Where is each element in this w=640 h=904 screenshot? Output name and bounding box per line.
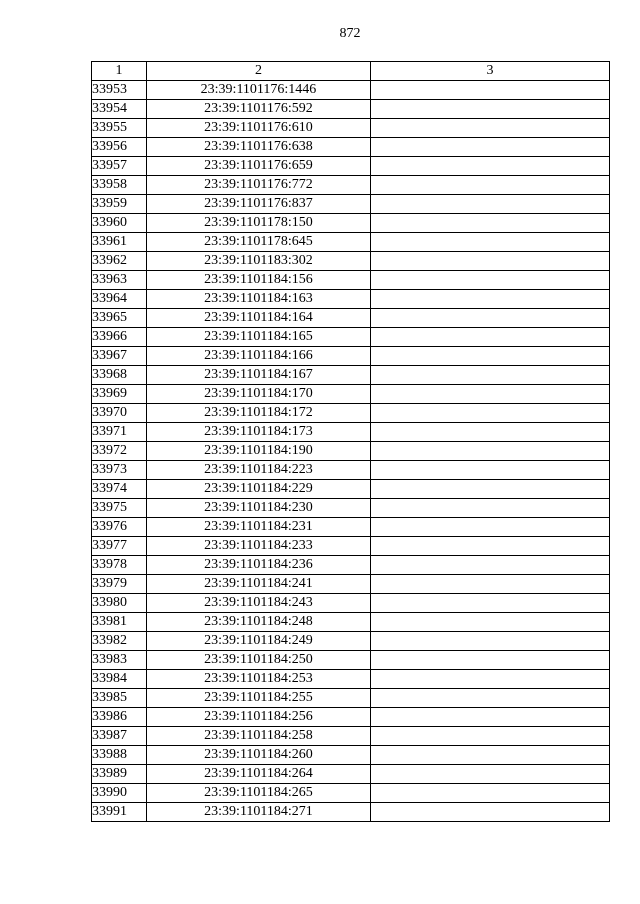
row-number-cell: 33956 xyxy=(92,138,147,157)
cadastral-number-cell: 23:39:1101184:241 xyxy=(147,575,371,594)
cadastral-number-cell: 23:39:1101176:659 xyxy=(147,157,371,176)
note-cell xyxy=(371,233,610,252)
table-row xyxy=(92,252,610,271)
table-row xyxy=(92,784,610,803)
note-cell xyxy=(371,176,610,195)
cadastral-number-cell: 23:39:1101176:772 xyxy=(147,176,371,195)
row-number-cell: 33973 xyxy=(92,461,147,480)
table-row xyxy=(92,803,610,822)
table-row xyxy=(92,689,610,708)
table-body xyxy=(92,81,610,822)
cadastral-number-cell: 23:39:1101184:260 xyxy=(147,746,371,765)
row-number-cell: 33981 xyxy=(92,613,147,632)
cadastral-number-cell: 23:39:1101184:265 xyxy=(147,784,371,803)
table-row xyxy=(92,328,610,347)
cadastral-number-cell: 23:39:1101184:258 xyxy=(147,727,371,746)
note-cell xyxy=(371,803,610,822)
table-header xyxy=(92,62,610,81)
table-row xyxy=(92,138,610,157)
row-number-cell: 33960 xyxy=(92,214,147,233)
cadastral-number-cell: 23:39:1101184:164 xyxy=(147,309,371,328)
column-header-3: 3 xyxy=(371,62,610,81)
note-cell xyxy=(371,100,610,119)
note-cell xyxy=(371,252,610,271)
cadastral-number-cell: 23:39:1101184:166 xyxy=(147,347,371,366)
table-row xyxy=(92,404,610,423)
note-cell xyxy=(371,537,610,556)
note-cell xyxy=(371,214,610,233)
row-number-cell: 33968 xyxy=(92,366,147,385)
row-number-cell: 33979 xyxy=(92,575,147,594)
note-cell xyxy=(371,271,610,290)
row-number-cell: 33987 xyxy=(92,727,147,746)
table-row xyxy=(92,176,610,195)
cadastral-number-cell: 23:39:1101184:165 xyxy=(147,328,371,347)
row-number-cell: 33991 xyxy=(92,803,147,822)
cadastral-number-cell: 23:39:1101178:645 xyxy=(147,233,371,252)
note-cell xyxy=(371,632,610,651)
note-cell xyxy=(371,309,610,328)
row-number-cell: 33975 xyxy=(92,499,147,518)
note-cell xyxy=(371,594,610,613)
table-row xyxy=(92,366,610,385)
cadastral-number-cell: 23:39:1101184:231 xyxy=(147,518,371,537)
table-row xyxy=(92,537,610,556)
row-number-cell: 33966 xyxy=(92,328,147,347)
table-row xyxy=(92,81,610,100)
cadastral-number-cell: 23:39:1101184:223 xyxy=(147,461,371,480)
table-row xyxy=(92,157,610,176)
cadastral-number-cell: 23:39:1101184:249 xyxy=(147,632,371,651)
row-number-cell: 33976 xyxy=(92,518,147,537)
table-row xyxy=(92,423,610,442)
cadastral-number-cell: 23:39:1101184:170 xyxy=(147,385,371,404)
cadastral-number-cell: 23:39:1101184:190 xyxy=(147,442,371,461)
table-row xyxy=(92,746,610,765)
row-number-cell: 33983 xyxy=(92,651,147,670)
note-cell xyxy=(371,518,610,537)
cadastral-number-cell: 23:39:1101184:248 xyxy=(147,613,371,632)
note-cell xyxy=(371,366,610,385)
column-header-2: 2 xyxy=(147,62,371,81)
cadastral-number-cell: 23:39:1101184:243 xyxy=(147,594,371,613)
row-number-cell: 33958 xyxy=(92,176,147,195)
cadastral-number-cell: 23:39:1101184:255 xyxy=(147,689,371,708)
row-number-cell: 33957 xyxy=(92,157,147,176)
row-number-cell: 33967 xyxy=(92,347,147,366)
row-number-cell: 33990 xyxy=(92,784,147,803)
table-row xyxy=(92,100,610,119)
note-cell xyxy=(371,119,610,138)
row-number-cell: 33961 xyxy=(92,233,147,252)
cadastral-number-cell: 23:39:1101176:592 xyxy=(147,100,371,119)
cadastral-number-cell: 23:39:1101176:610 xyxy=(147,119,371,138)
row-number-cell: 33986 xyxy=(92,708,147,727)
note-cell xyxy=(371,670,610,689)
note-cell xyxy=(371,423,610,442)
note-cell xyxy=(371,480,610,499)
row-number-cell: 33969 xyxy=(92,385,147,404)
note-cell xyxy=(371,613,610,632)
note-cell xyxy=(371,138,610,157)
table-row xyxy=(92,613,610,632)
cadastral-number-cell: 23:39:1101184:233 xyxy=(147,537,371,556)
row-number-cell: 33972 xyxy=(92,442,147,461)
note-cell xyxy=(371,81,610,100)
table-row xyxy=(92,385,610,404)
table-row xyxy=(92,119,610,138)
row-number-cell: 33974 xyxy=(92,480,147,499)
note-cell xyxy=(371,499,610,518)
table-row xyxy=(92,651,610,670)
cadastral-number-cell: 23:39:1101184:229 xyxy=(147,480,371,499)
table-row xyxy=(92,518,610,537)
cadastral-number-cell: 23:39:1101183:302 xyxy=(147,252,371,271)
row-number-cell: 33970 xyxy=(92,404,147,423)
cadastral-number-cell: 23:39:1101184:264 xyxy=(147,765,371,784)
note-cell xyxy=(371,708,610,727)
note-cell xyxy=(371,556,610,575)
header-row xyxy=(92,62,610,81)
table-row xyxy=(92,271,610,290)
note-cell xyxy=(371,575,610,594)
table-row xyxy=(92,195,610,214)
note-cell xyxy=(371,195,610,214)
cadastral-number-cell: 23:39:1101184:253 xyxy=(147,670,371,689)
row-number-cell: 33955 xyxy=(92,119,147,138)
row-number-cell: 33982 xyxy=(92,632,147,651)
table-row xyxy=(92,214,610,233)
row-number-cell: 33977 xyxy=(92,537,147,556)
table-row xyxy=(92,708,610,727)
row-number-cell: 33984 xyxy=(92,670,147,689)
table-row xyxy=(92,461,610,480)
table-row xyxy=(92,670,610,689)
row-number-cell: 33980 xyxy=(92,594,147,613)
note-cell xyxy=(371,442,610,461)
page-number: 872 xyxy=(339,26,361,41)
cadastral-number-cell: 23:39:1101184:256 xyxy=(147,708,371,727)
table-row xyxy=(92,347,610,366)
note-cell xyxy=(371,157,610,176)
note-cell xyxy=(371,461,610,480)
row-number-cell: 33964 xyxy=(92,290,147,309)
table-row xyxy=(92,594,610,613)
table-row xyxy=(92,632,610,651)
note-cell xyxy=(371,404,610,423)
table-row xyxy=(92,499,610,518)
note-cell xyxy=(371,784,610,803)
cadastral-number-cell: 23:39:1101184:236 xyxy=(147,556,371,575)
table-row xyxy=(92,309,610,328)
cadastral-number-cell: 23:39:1101176:837 xyxy=(147,195,371,214)
row-number-cell: 33963 xyxy=(92,271,147,290)
row-number-cell: 33978 xyxy=(92,556,147,575)
row-number-cell: 33954 xyxy=(92,100,147,119)
cadastral-number-cell: 23:39:1101176:1446 xyxy=(147,81,371,100)
cadastral-number-cell: 23:39:1101184:250 xyxy=(147,651,371,670)
table-row xyxy=(92,480,610,499)
note-cell xyxy=(371,385,610,404)
table-row xyxy=(92,442,610,461)
cadastral-number-cell: 23:39:1101178:150 xyxy=(147,214,371,233)
row-number-cell: 33962 xyxy=(92,252,147,271)
note-cell xyxy=(371,727,610,746)
column-header-1: 1 xyxy=(92,62,147,81)
note-cell xyxy=(371,765,610,784)
note-cell xyxy=(371,651,610,670)
table-row xyxy=(92,290,610,309)
table-row xyxy=(92,575,610,594)
note-cell xyxy=(371,746,610,765)
cadastral-number-cell: 23:39:1101184:172 xyxy=(147,404,371,423)
note-cell xyxy=(371,328,610,347)
cadastral-number-cell: 23:39:1101184:163 xyxy=(147,290,371,309)
cadastral-number-cell: 23:39:1101184:173 xyxy=(147,423,371,442)
row-number-cell: 33988 xyxy=(92,746,147,765)
table-row xyxy=(92,765,610,784)
cadastral-number-cell: 23:39:1101176:638 xyxy=(147,138,371,157)
note-cell xyxy=(371,290,610,309)
note-cell xyxy=(371,689,610,708)
table-row xyxy=(92,556,610,575)
cadastral-number-cell: 23:39:1101184:156 xyxy=(147,271,371,290)
cadastral-number-cell: 23:39:1101184:271 xyxy=(147,803,371,822)
row-number-cell: 33965 xyxy=(92,309,147,328)
row-number-cell: 33971 xyxy=(92,423,147,442)
row-number-cell: 33989 xyxy=(92,765,147,784)
row-number-cell: 33953 xyxy=(92,81,147,100)
row-number-cell: 33959 xyxy=(92,195,147,214)
registry-table xyxy=(91,61,610,822)
cadastral-number-cell: 23:39:1101184:167 xyxy=(147,366,371,385)
note-cell xyxy=(371,347,610,366)
row-number-cell: 33985 xyxy=(92,689,147,708)
table-row xyxy=(92,727,610,746)
cadastral-number-cell: 23:39:1101184:230 xyxy=(147,499,371,518)
table-row xyxy=(92,233,610,252)
